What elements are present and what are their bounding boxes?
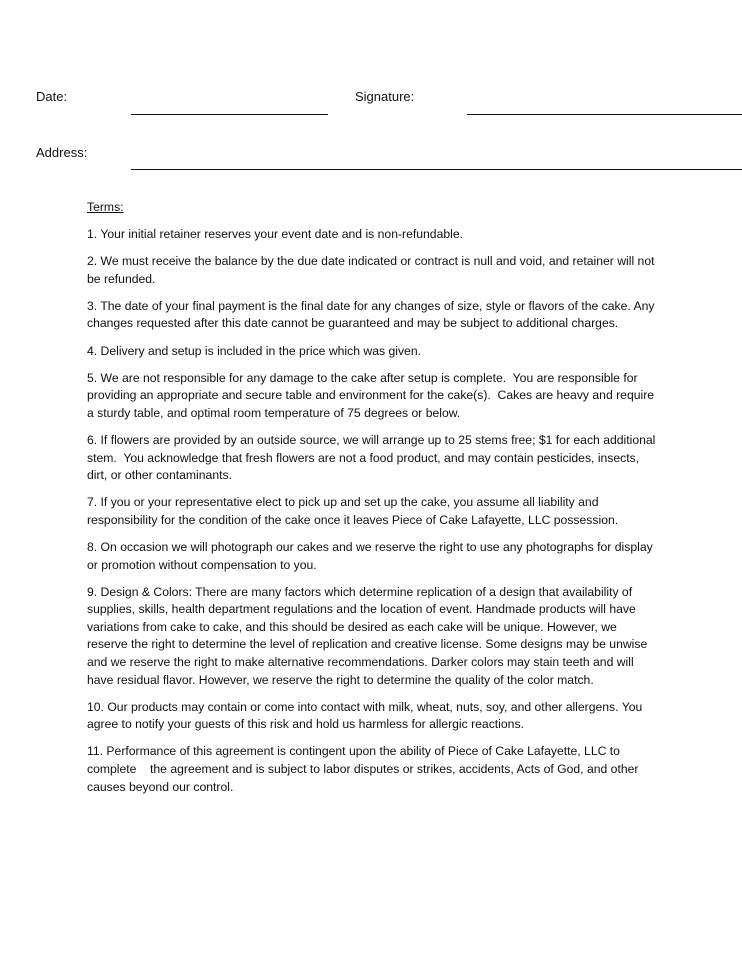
date-signature-line bbox=[131, 114, 328, 115]
date-label: Date: bbox=[36, 89, 68, 104]
term-item: 5. We are not responsible for any damage to the cake after setup is complete. You are responsible for providing an appropriate and secure table and environment for the cake(s). Cakes are heavy and require a sturdy table, and optimal room temperature of 75 degrees or below. bbox=[87, 370, 658, 420]
term-item: 3. The date of your final payment is the final date for any changes of size, style or flavors of the cake. Any changes requested after this date cannot be guaranteed and may be subject to additional charges. bbox=[87, 298, 658, 331]
term-item: 10. Our products may contain or come into contact with milk, wheat, nuts, soy, and other allergens. You agree to notify your guests of this risk and hold us harmless for allergic reactions. bbox=[87, 699, 646, 732]
term-item: 4. Delivery and setup is included in the price which was given. bbox=[87, 343, 421, 358]
term-item: 1. Your initial retainer reserves your event date and is non-refundable. bbox=[87, 227, 464, 242]
terms-section bbox=[87, 199, 657, 806]
term-item: 8. On occasion we will photograph our cakes and we reserve the right to use any photographs for display or promotion without compensation to you. bbox=[87, 539, 657, 572]
address-line bbox=[131, 169, 742, 170]
term-item: 11. Performance of this agreement is contingent upon the ability of Piece of Cake Lafayette, LLC to complete the agreement and is subject to labor disputes or strikes, accidents, Acts of God, and other causes beyond our control. bbox=[87, 744, 642, 794]
terms-heading: Terms: bbox=[87, 200, 124, 214]
signature-line bbox=[467, 114, 742, 115]
address-label: Address: bbox=[36, 145, 88, 160]
term-item: 9. Design & Colors: There are many factors which determine replication of a design that availability of supplies, skills, health department regulations and the location of event. Handmade products will have variations from cake to cake, and this should be desired as each cake will be unique. However, we reserve the right to determine the level of replication and creative license. Some designs may be unwise and we reserve the right to make alternative recommendations. Darker colors may stain teeth and will have residual flavor. However, we reserve the right to determine the quality of the color match. bbox=[87, 584, 651, 687]
term-item: 6. If flowers are provided by an outside source, we will arrange up to 25 stems free; $1 for each additional stem. You acknowledge that fresh flowers are not a food product, and may contain pesticides, insects, dirt, or other contaminants. bbox=[87, 432, 659, 483]
terms-list bbox=[87, 226, 657, 796]
term-item: 2. We must receive the balance by the due date indicated or contract is null and void, and retainer will not be refunded. bbox=[87, 254, 658, 286]
term-item: 7. If you or your representative elect to pick up and set up the cake, you assume all liability and responsibility for the condition of the cake once it leaves Piece of Cake Lafayette, LLC possession. bbox=[87, 495, 619, 527]
signature-label: Signature: bbox=[355, 89, 415, 104]
